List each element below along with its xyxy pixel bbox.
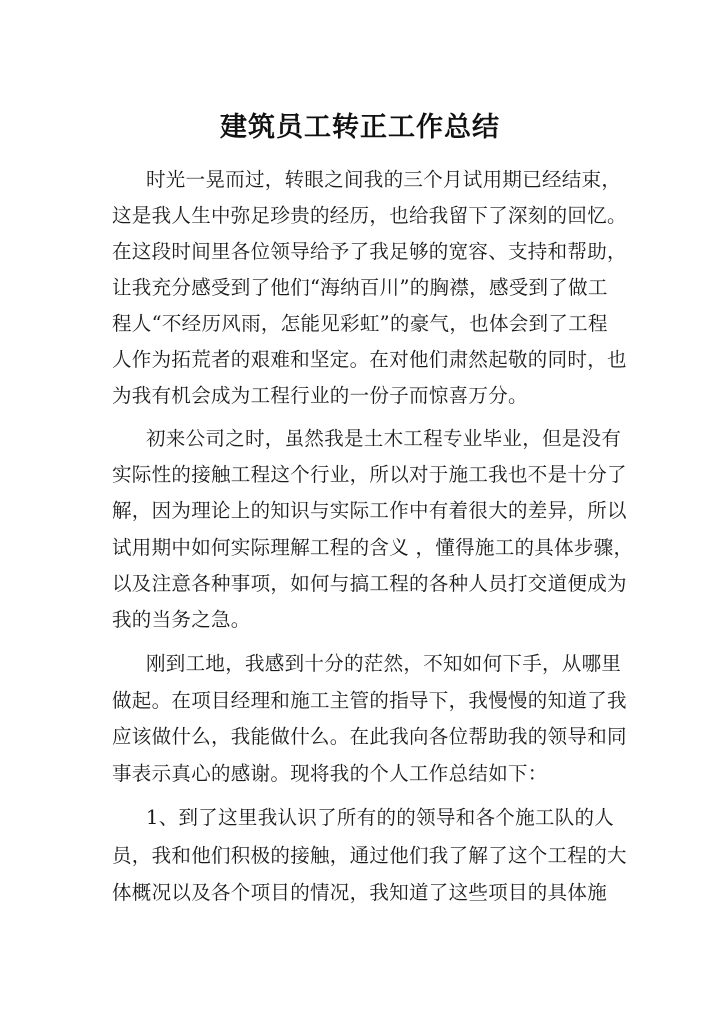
paragraph-line: 应该做什么，我能做什么。在此我向各位帮助我的领导和同 — [112, 725, 627, 748]
paragraph-line: 刚到工地，我感到十分的茫然，不知如何下手，从哪里 — [146, 652, 622, 675]
paragraph-line: 为我有机会成为工程行业的一份子而惊喜万分。 — [112, 384, 528, 407]
paragraph-line: 人作为拓荒者的艰难和坚定。在对他们肃然起敬的同时，也 — [112, 348, 627, 371]
paragraph-line: 时光一晃而过，转眼之间我的三个月试用期已经结束， — [146, 168, 622, 191]
paragraph-line: 体概况以及各个项目的情况，我知道了这些项目的具体施 — [112, 881, 608, 904]
paragraph-line: 在这段时间里各位领导给予了我足够的宽容、支持和帮助， — [112, 240, 627, 263]
paragraph-line: 这是我人生中弥足珍贵的经历，也给我留下了深刻的回忆。 — [112, 204, 627, 227]
paragraph-line: 试用期中如何实际理解工程的含义 ，懂得施工的具体步骤， — [112, 536, 634, 559]
paragraph-line: 做起。在项目经理和施工主管的指导下，我慢慢的知道了我 — [112, 689, 627, 712]
paragraph-line: 让我充分感受到了他们“海纳百川”的胸襟，感受到了做工 — [112, 276, 608, 299]
paragraph-line: 程人“不经历风雨，怎能见彩虹”的豪气，也体会到了工程 — [112, 312, 608, 335]
paragraph-line: 我的当务之急。 — [112, 608, 251, 631]
document-title: 建筑员工转正工作总结 — [220, 112, 500, 143]
paragraph-line: 事表示真心的感谢。现将我的个人工作总结如下： — [112, 762, 548, 785]
paragraph-line: 以及注意各种事项，如何与搞工程的各种人员打交道便成为 — [112, 572, 627, 595]
paragraph-line: 员，我和他们积极的接触，通过他们我了解了这个工程的大 — [112, 844, 627, 867]
paragraph-line: 解，因为理论上的知识与实际工作中有着很大的差异，所以 — [112, 499, 627, 522]
paragraph-line: 实际性的接触工程这个行业，所以对于施工我也不是十分了 — [112, 463, 627, 486]
paragraph-line: 1、到了这里我认识了所有的的领导和各个施工队的人 — [146, 806, 615, 829]
paragraph-line: 初来公司之时，虽然我是土木工程专业毕业，但是没有 — [146, 427, 622, 450]
